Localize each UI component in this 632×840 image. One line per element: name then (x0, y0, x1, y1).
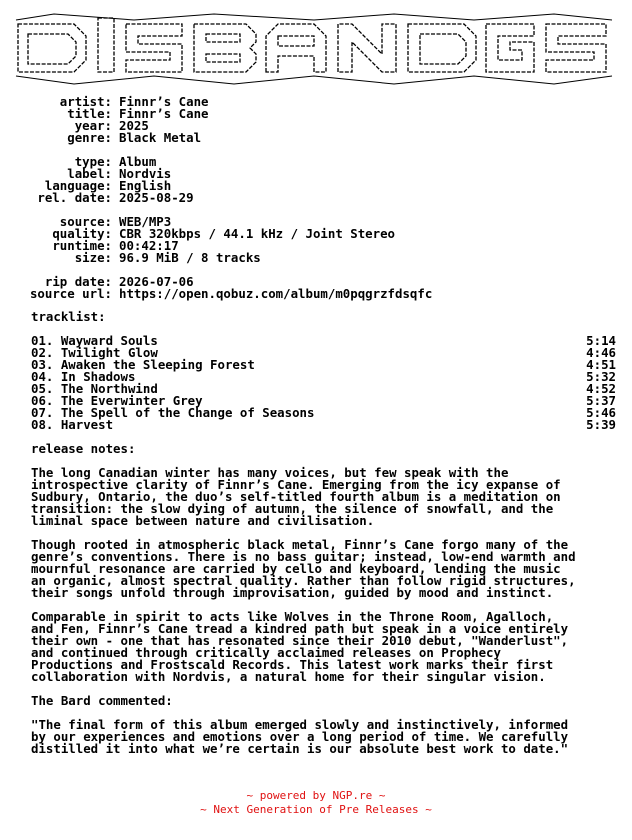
paragraph-line: Sudbury, Ontario, the duo’s self-titled fourth album is a meditation on (31, 489, 561, 504)
info-row (0, 132, 632, 144)
paragraph-line: and Fen, Finnr’s Cane tread a kindred path but speak in a voice entirely (31, 621, 569, 636)
info-value: Finnr’s Cane (119, 106, 209, 121)
info-value: 00:42:17 (119, 238, 179, 253)
info-value: Album (119, 154, 157, 169)
track-title: 01. Wayward Souls (31, 333, 158, 348)
info-value: WEB/MP3 (119, 214, 172, 229)
paragraph-line: their own - one that has resonated since their 2010 debut, "Wanderlust", (31, 633, 569, 648)
paragraph-line: an organic, almost spectral quality. Rather than follow rigid structures, (31, 573, 576, 588)
info-key: size: (74, 250, 112, 265)
track-duration: 5:39 (586, 417, 616, 432)
track-duration: 5:46 (586, 405, 616, 420)
track-title: 05. The Northwind (31, 381, 158, 396)
footer-powered-by[interactable]: ~ powered by NGP.re ~ (246, 789, 386, 802)
release-note-paragraph (31, 539, 621, 599)
paragraph-line: Comparable in spirit to acts like Wolves in the Throne Room, Agalloch, (31, 609, 554, 624)
track-duration: 5:37 (586, 393, 616, 408)
info-value: Nordvis (119, 166, 172, 181)
paragraph-line: mournful resonance are carried by cello and keyboard, lending the music (31, 561, 561, 576)
paragraph-line: their songs unfold through improvisation, guided by mood and instinct. (31, 585, 554, 600)
track-title: 07. The Spell of the Change of Seasons (31, 405, 315, 420)
paragraph-line: transition: the slow dying of autumn, the silence of snowfall, and the (31, 501, 554, 516)
track-title: 06. The Everwinter Grey (31, 393, 203, 408)
info-key: title: (67, 106, 112, 121)
release-note-paragraph (31, 695, 621, 707)
release-notes-heading: release notes: (31, 441, 136, 456)
info-key: type: (74, 154, 112, 169)
info-key: genre: (67, 130, 112, 145)
info-key: rel. date: (37, 190, 112, 205)
info-value: Finnr’s Cane (119, 94, 209, 109)
info-key: year: (74, 118, 112, 133)
track-title: 03. Awaken the Sleeping Forest (31, 357, 255, 372)
info-key: runtime: (52, 238, 112, 253)
info-key: rip date: (44, 274, 112, 289)
info-value: CBR 320kbps / 44.1 kHz / Joint Stereo (119, 226, 396, 241)
info-value: English (119, 178, 172, 193)
track-duration: 5:32 (586, 369, 616, 384)
paragraph-line: Productions and Frostscald Records. This latest work marks their first (31, 657, 554, 672)
info-row (0, 252, 632, 264)
release-note-paragraph (31, 467, 621, 527)
info-value: 2025-08-29 (119, 190, 194, 205)
info-value: Black Metal (119, 130, 202, 145)
info-value: 2026-07-06 (119, 274, 194, 289)
info-key: language: (44, 178, 112, 193)
track-row (31, 419, 616, 431)
track-duration: 4:51 (586, 357, 616, 372)
release-note-paragraph (31, 719, 621, 755)
paragraph-line: introspective clarity of Finnr’s Cane. Emerging from the icy expanse of (31, 477, 561, 492)
info-key: artist: (59, 94, 112, 109)
info-row (0, 192, 632, 204)
track-duration: 4:52 (586, 381, 616, 396)
paragraph-line: distilled it into what we’re certain is our absolute best work to date." (31, 741, 569, 756)
paragraph-line: The Bard commented: (31, 693, 173, 708)
track-duration: 5:14 (586, 333, 616, 348)
paragraph-line: liminal space between nature and civilisation. (31, 513, 375, 528)
track-title: 08. Harvest (31, 417, 114, 432)
paragraph-line: The long Canadian winter has many voices, but few speak with the (31, 465, 509, 480)
info-value: 96.9 MiB / 8 tracks (119, 250, 261, 265)
paragraph-line: genre’s conventions. There is no bass guitar; instead, low-end warmth and (31, 549, 576, 564)
paragraph-line: collaboration with Nordvis, a natural home for their singular vision. (31, 669, 546, 684)
release-note-paragraph (31, 611, 621, 683)
info-key: source url: (29, 286, 112, 301)
track-title: 02. Twilight Glow (31, 345, 158, 360)
footer-tagline: ~ Next Generation of Pre Releases ~ (200, 803, 432, 816)
tracklist-heading: tracklist: (31, 309, 106, 324)
paragraph-line: by our experiences and emotions over a long period of time. We carefully (31, 729, 569, 744)
info-value[interactable]: https://open.qobuz.com/album/m0pqgrzfdsqfc (119, 286, 433, 301)
info-key: label: (67, 166, 112, 181)
paragraph-line: Though rooted in atmospheric black metal, Finnr’s Cane forgo many of the (31, 537, 569, 552)
info-value: 2025 (119, 118, 149, 133)
info-key: source: (59, 214, 112, 229)
info-row (0, 288, 632, 300)
info-key: quality: (52, 226, 112, 241)
disband-ascii-logo (14, 10, 614, 86)
paragraph-line: and continued through critically acclaimed releases on Prophecy (31, 645, 501, 660)
track-title: 04. In Shadows (31, 369, 136, 384)
track-duration: 4:46 (586, 345, 616, 360)
paragraph-line: "The final form of this album emerged slowly and instinctively, informed (31, 717, 569, 732)
track-row (31, 407, 616, 419)
